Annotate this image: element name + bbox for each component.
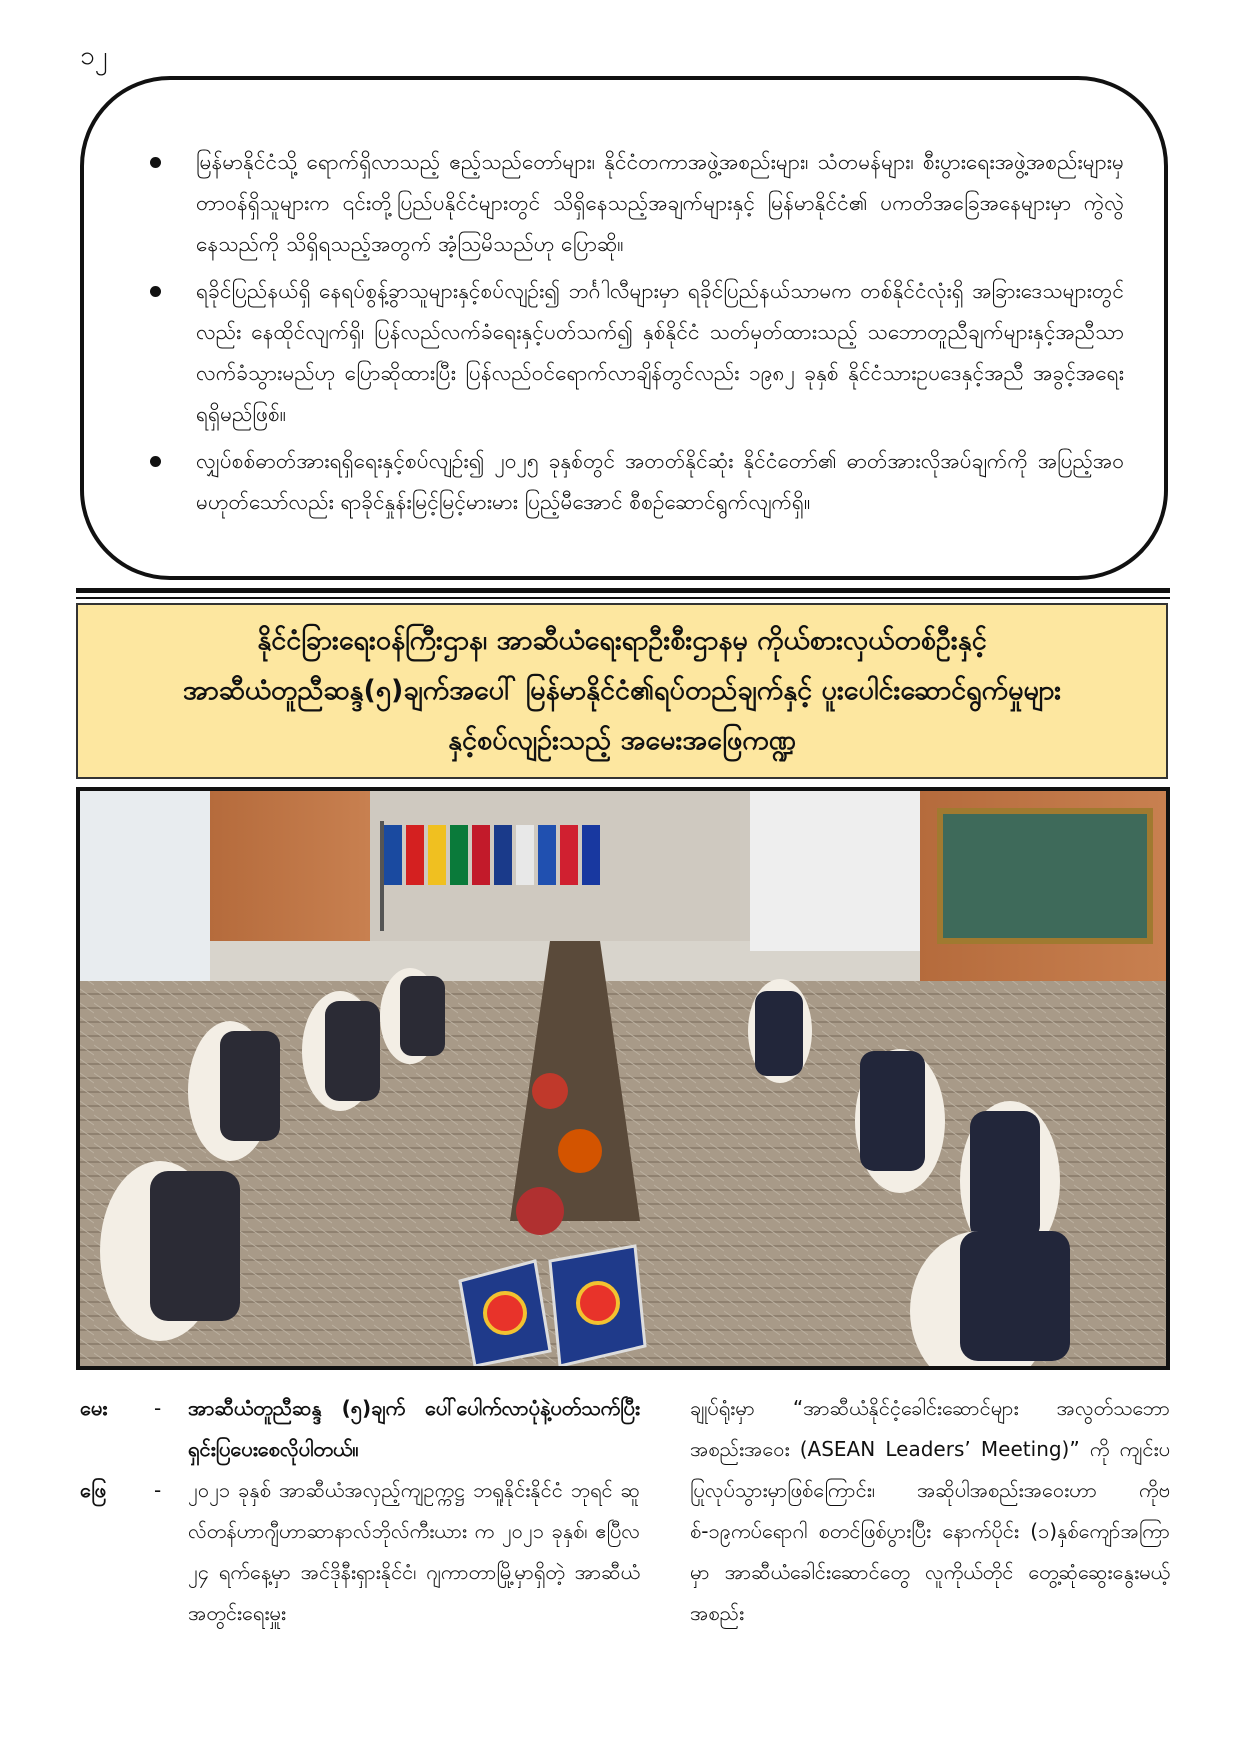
divider-thin (76, 597, 1170, 599)
bullet-dot-icon (150, 286, 161, 297)
section-headline (76, 603, 1168, 779)
flag (472, 825, 490, 885)
summary-box (80, 76, 1168, 580)
flag (450, 825, 468, 885)
summary-bullet (144, 441, 1124, 523)
flag (560, 825, 578, 885)
question-dash: - (154, 1396, 162, 1420)
flag (582, 825, 600, 885)
headline-line: နိုင်ငံခြားရေးဝန်ကြီးဌာန၊ အာဆီယံရေးရာဦးစီးဌာနမှ ကိုယ်စားလှယ်တစ်ဦးနှင့် (257, 625, 987, 656)
summary-bullet (144, 271, 1124, 435)
page-number: ၁၂ (80, 41, 108, 71)
question-row (80, 1388, 640, 1470)
answer-dash: - (154, 1478, 162, 1502)
flag (494, 825, 512, 885)
qa-column-right: ချုပ်ရုံးမှာ “အာဆီယံနိုင်ငံ့ခေါင်းဆောင်များ အလွတ်သဘောအစည်းအဝေး (ASEAN Leaders’ Meeting)” ကို ကျင်းပပြုလုပ်သွားမှာဖြစ်ကြောင်း၊ အဆိုပါအစည်းအဝေးဟာ ကိုဗစ်-၁၉ကပ်ရောဂါ စတင်ဖြစ်ပွားပြီး နောက်ပိုင်း (၁)နှစ်ကျော်အကြာမှာ အာဆီယံခေါင်းဆောင်တွေ လူကိုယ်တိုင် တွေ့ဆုံဆွေးနွေးမယ့်အစည်း (690, 1396, 1170, 1625)
answer-row (80, 1470, 640, 1634)
bullet-dot-icon (150, 456, 161, 467)
divider-thick (76, 588, 1170, 593)
flag (406, 825, 424, 885)
bullet-dot-icon (150, 157, 161, 168)
summary-bullet-text: မြန်မာနိုင်ငံသို့ ရောက်ရှိလာသည့် ဧည့်သည်တော်များ၊ နိုင်ငံတကာအဖွဲ့အစည်းများ၊ သံတမန်များ၊ စီးပွားရေးအဖွဲ့အစည်းများမှ တာဝန်ရှိသူများက ၎င်းတို့ပြည်ပနိုင်ငံများတွင် သိရှိနေသည့်အချက်များနှင့် မြန်မာနိုင်ငံ၏ ပကတိအခြေအနေများမှာ ကွဲလွဲနေသည်ကို သိရှိရသည့်အတွက် အံ့သြမိသည်ဟု ပြောဆို။ (196, 150, 1124, 256)
summary-bullet-text: ရခိုင်ပြည်နယ်ရှိ နေရပ်စွန့်ခွာသူများနှင့်စပ်လျဉ်း၍ ဘင်္ဂါလီများမှာ ရခိုင်ပြည်နယ်သာမက တစ်နိုင်ငံလုံးရှိ အခြားဒေသများတွင်လည်း နေထိုင်လျက်ရှိ၊ ပြန်လည်လက်ခံရေးနှင့်ပတ်သက်၍ နှစ်နိုင်ငံ သတ်မှတ်ထားသည့် သဘောတူညီချက်များနှင့်အညီသာ လက်ခံသွားမည်ဟု ပြောဆိုထားပြီး ပြန်လည်ဝင်ရောက်လာချိန်တွင်လည်း ၁၉၈၂ ခုနှစ် နိုင်ငံသားဥပဒေနှင့်အညီ အခွင့်အရေးရရှိမည်ဖြစ်။ (196, 279, 1124, 426)
flag (538, 825, 556, 885)
answer-label: ဖြေ (80, 1478, 107, 1502)
meeting-photo (76, 787, 1170, 1370)
headline-line: နှင့်စပ်လျဉ်းသည့် အမေးအဖြေကဏ္ဍ (448, 725, 796, 756)
question-label: မေး (80, 1396, 108, 1420)
flag (516, 825, 534, 885)
question-text: အာဆီယံတူညီဆန္ဒ (၅)ချက် ပေါ်ပေါက်လာပုံနဲ့ပတ်သက်ပြီး ရှင်းပြပေးစေလိုပါတယ်။ (188, 1396, 640, 1461)
flag (428, 825, 446, 885)
headline-line: အာဆီယံတူညီဆန္ဒ(၅)ချက်အပေါ် မြန်မာနိုင်ငံ၏ရပ်တည်ချက်နှင့် ပူးပေါင်းဆောင်ရွက်မှုများ (182, 675, 1062, 706)
summary-bullet-text: လျှပ်စစ်ဓာတ်အားရရှိရေးနှင့်စပ်လျဉ်း၍ ၂၀၂၅ ခုနှစ်တွင် အတတ်နိုင်ဆုံး နိုင်ငံတော်၏ ဓာတ်အားလိုအပ်ချက်ကို အပြည့်အဝမဟုတ်သော်လည်း ရာခိုင်နှုန်းမြင့်မြင့်မားမား ပြည့်မီအောင် စီစဉ်ဆောင်ရွက်လျက်ရှိ။ (196, 449, 1124, 514)
answer-text: ၂၀၂၁ ခုနှစ် အာဆီယံအလှည့်ကျဥက္ကဋ္ဌ ဘရူနိုင်းနိုင်ငံ ဘုရင် ဆူလ်တန်ဟာဂျီဟာဆာနာလ်ဘိုလ်ကီးယား က ၂၀၂၁ ခုနှစ်၊ ဧပြီလ ၂၄ ရက်နေ့မှာ အင်ဒိုနီးရှားနိုင်ငံ၊ ဂျကာတာမြို့မှာရှိတဲ့ အာဆီယံအတွင်းရေးမှူး (188, 1478, 640, 1625)
flag (384, 825, 402, 885)
summary-bullet (144, 142, 1124, 265)
qa-column-left (80, 1388, 640, 1634)
summary-bullet-list (144, 142, 1124, 529)
